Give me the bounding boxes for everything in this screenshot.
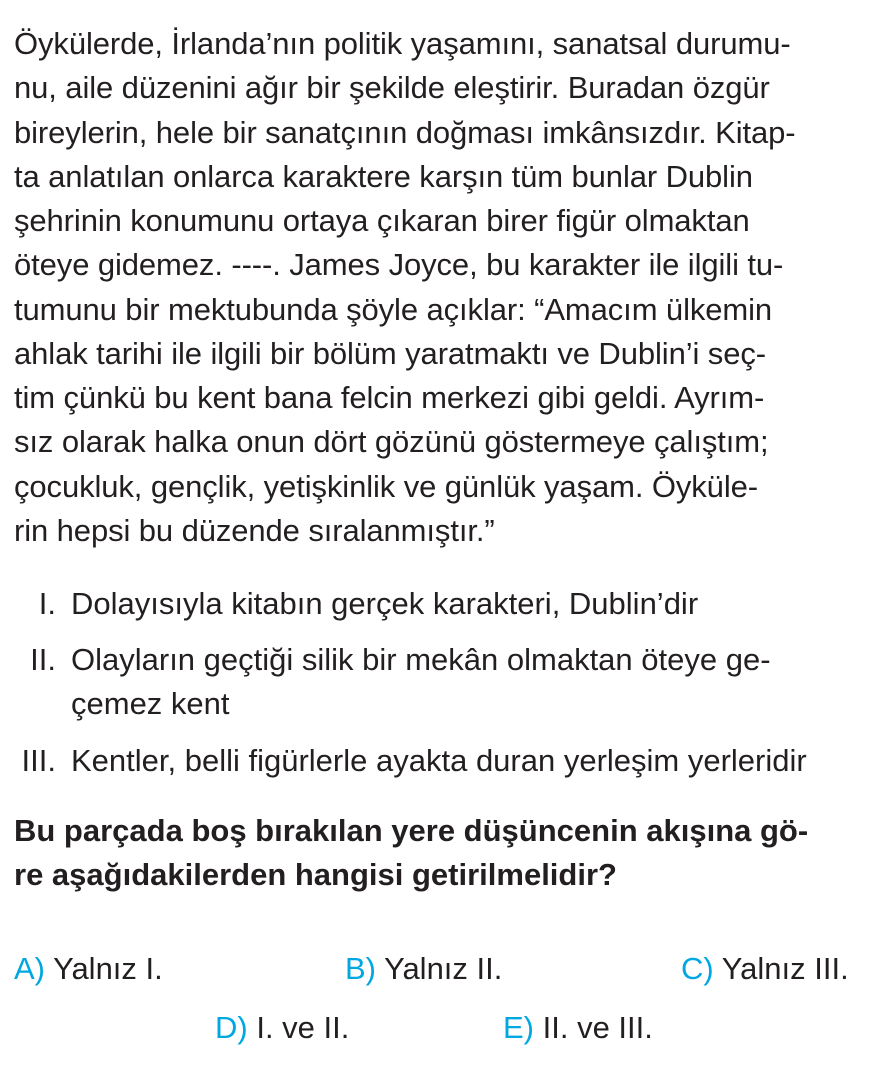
question-line: re aşağıdakilerden hangisi getirilmelidir?: [14, 857, 617, 892]
option-letter: A): [14, 951, 45, 986]
passage-line: rin hepsi bu düzende sıralanmıştır.”: [14, 513, 495, 548]
passage-line: çocukluk, gençlik, yetişkinlik ve günlük yaşam. Öyküle-: [14, 469, 758, 504]
option-letter: C): [681, 951, 714, 986]
passage-line: ahlak tarihi ile ilgili bir bölüm yaratmaktı ve Dublin’i seç-: [14, 336, 766, 371]
passage-line: Öykülerde, İrlanda’nın politik yaşamını, sanatsal durumu-: [14, 26, 791, 61]
option-b[interactable]: [345, 947, 502, 991]
option-text: I. ve II.: [256, 1010, 350, 1045]
option-e[interactable]: [503, 1006, 653, 1050]
option-text: Yalnız III.: [721, 951, 849, 986]
option-letter: D): [215, 1010, 248, 1045]
passage-line: ta anlatılan onlarca karaktere karşın tüm bunlar Dublin: [14, 159, 753, 194]
option-d[interactable]: [215, 1006, 349, 1050]
option-letter: E): [503, 1010, 534, 1045]
statement-text: Olayların geçtiği silik bir mekân olmaktan öteye ge-: [71, 642, 771, 677]
passage-line: bireylerin, hele bir sanatçının doğması imkânsızdır. Kitap-: [14, 115, 796, 150]
statement-numeral: II.: [30, 642, 56, 677]
option-c[interactable]: [681, 947, 849, 991]
option-letter: B): [345, 951, 376, 986]
passage-line: öteye gidemez. ----. James Joyce, bu karakter ile ilgili tu-: [14, 247, 784, 282]
statement-text: Dolayısıyla kitabın gerçek karakteri, Dublin’dir: [71, 586, 699, 621]
option-text: II. ve III.: [542, 1010, 653, 1045]
passage-line: tumunu bir mektubunda şöyle açıklar: “Amacım ülkemin: [14, 292, 773, 327]
option-a[interactable]: [14, 947, 163, 991]
statement-text: Kentler, belli figürlerle ayakta duran yerleşim yerleridir: [71, 743, 807, 778]
statement-numeral: III.: [21, 743, 56, 778]
statement-text: çemez kent: [71, 686, 230, 721]
option-text: Yalnız I.: [53, 951, 163, 986]
statement-numeral: I.: [38, 586, 56, 621]
option-text: Yalnız II.: [384, 951, 503, 986]
passage-line: tim çünkü bu kent bana felcin merkezi gibi geldi. Ayrım-: [14, 380, 765, 415]
question-line: Bu parçada boş bırakılan yere düşüncenin akışına gö-: [14, 813, 809, 848]
passage-line: sız olarak halka onun dört gözünü göstermeye çalıştım;: [14, 424, 769, 459]
passage-line: şehrinin konumunu ortaya çıkaran birer figür olmaktan: [14, 203, 750, 238]
passage-line: nu, aile düzenini ağır bir şekilde eleştirir. Buradan özgür: [14, 70, 770, 105]
